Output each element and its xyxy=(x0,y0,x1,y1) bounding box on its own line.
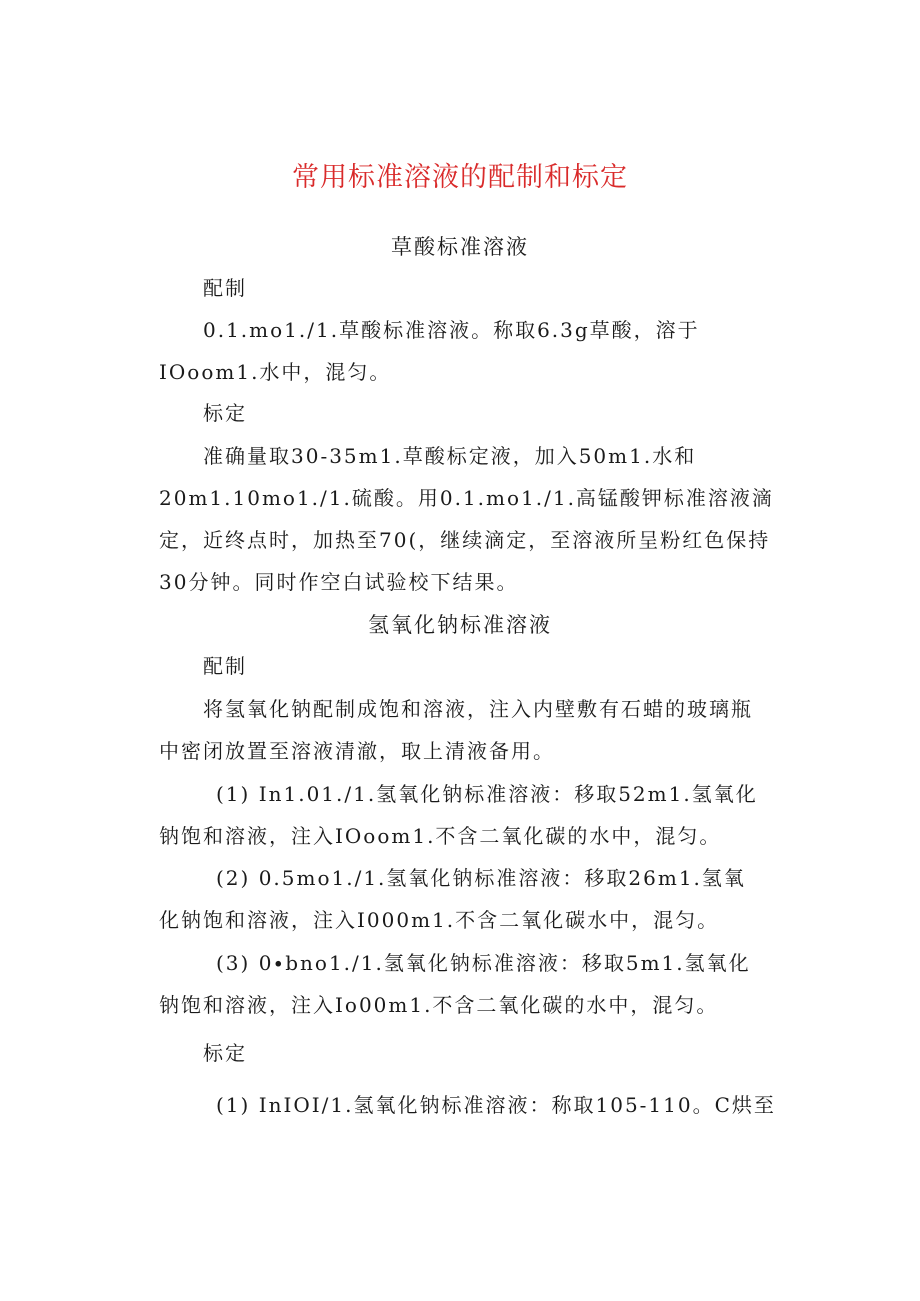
paragraph-line: 将氢氧化钠配制成饱和溶液，注入内壁敷有石蜡的玻璃瓶 xyxy=(203,697,753,721)
section-heading-sodium-hydroxide: 氢氧化钠标准溶液 xyxy=(368,613,552,637)
list-item-number: (2) xyxy=(216,866,251,890)
paragraph-line: 化钠饱和溶液，注入I000m1.不含二氧化碳水中，混匀。 xyxy=(159,908,720,932)
list-item-text: 0∙bno1./1.氢氧化钠标准溶液：移取5m1.氢氧化 xyxy=(258,951,751,975)
list-item xyxy=(216,1090,776,1120)
list-item xyxy=(216,863,746,893)
calib-label: 标定 xyxy=(203,401,247,425)
paragraph-line: 0.1.mo1./1.草酸标准溶液。称取6.3g草酸，溶于 xyxy=(203,318,700,342)
paragraph-line: 钠饱和溶液，注入IOoom1.不含二氧化碳的水中，混匀。 xyxy=(159,824,722,848)
calib-label: 标定 xyxy=(203,1041,247,1065)
prep-label: 配制 xyxy=(203,276,247,300)
list-item-number: (3) xyxy=(216,951,251,975)
prep-label: 配制 xyxy=(203,654,247,678)
list-item-text: In1.01./1.氢氧化钠标准溶液：移取52m1.氢氧化 xyxy=(258,782,758,806)
paragraph-line: 中密闭放置至溶液清澈，取上清液备用。 xyxy=(159,739,555,763)
document-title: 常用标准溶液的配制和标定 xyxy=(292,162,628,193)
list-item xyxy=(216,948,751,978)
paragraph-line: 准确量取30-35m1.草酸标定液，加入50m1.水和 xyxy=(203,444,697,468)
paragraph-line: 30分钟。同时作空白试验校下结果。 xyxy=(159,570,519,594)
list-item-text: InIOI/1.氢氧化钠标准溶液：称取105-110。C烘至 xyxy=(258,1093,776,1117)
list-item-number: (1) xyxy=(216,782,251,806)
paragraph-line: IOoom1.水中，混匀。 xyxy=(159,360,392,384)
list-item-text: 0.5mo1./1.氢氧化钠标准溶液：移取26m1.氢氧 xyxy=(258,866,746,890)
paragraph-line: 定，近终点时，加热至70(，继续滴定，至溶液所呈粉红色保持 xyxy=(159,528,771,552)
list-item-number: (1) xyxy=(216,1093,251,1117)
paragraph-line: 钠饱和溶液，注入Io00m1.不含二氧化碳的水中，混匀。 xyxy=(159,993,719,1017)
paragraph-line: 20m1.10mo1./1.硫酸。用0.1.mo1./1.高锰酸钾标准溶液滴 xyxy=(159,486,774,510)
section-heading-oxalic-acid: 草酸标准溶液 xyxy=(391,235,529,259)
list-item xyxy=(216,779,758,809)
